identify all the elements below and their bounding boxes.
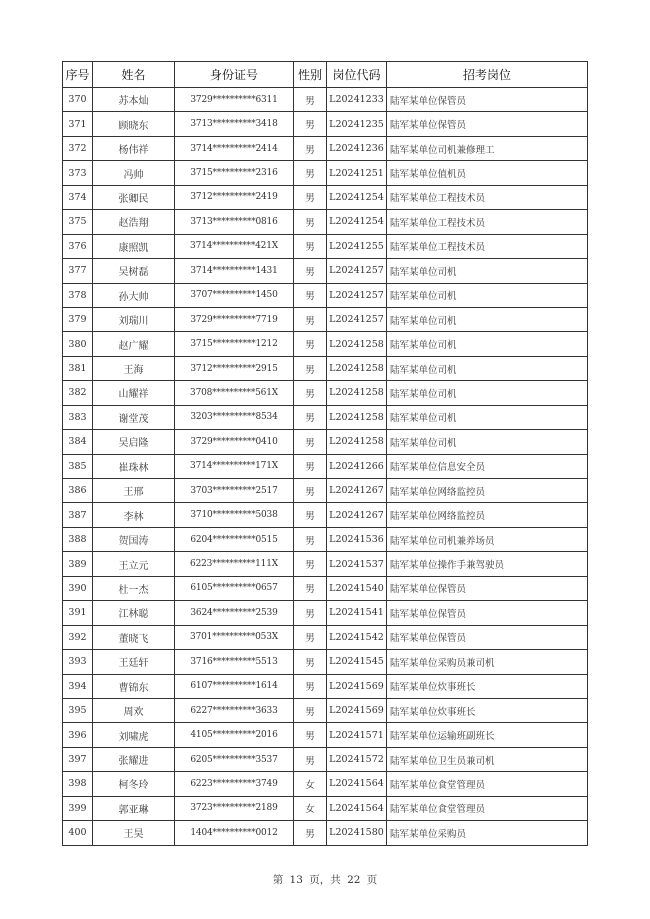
cell-position-code: L20241258 (327, 381, 387, 405)
cell-id-number: 3703**********2517 (175, 479, 294, 503)
cell-gender: 男 (294, 88, 327, 112)
table-row (63, 332, 588, 356)
cell-serial: 382 (63, 381, 93, 405)
cell-serial: 388 (63, 527, 93, 551)
cell-id-number: 3712**********2915 (175, 356, 294, 380)
cell-position-code: L20241257 (327, 259, 387, 283)
cell-position-code: L20241266 (327, 454, 387, 478)
cell-name: 王海 (93, 356, 175, 380)
cell-serial: 378 (63, 283, 93, 307)
cell-position-code: L20241569 (327, 698, 387, 722)
cell-id-number: 3701**********053X (175, 625, 294, 649)
cell-serial: 393 (63, 650, 93, 674)
cell-position: 陆军某单位操作手兼驾驶员 (387, 552, 588, 576)
cell-name: 杜一杰 (93, 576, 175, 600)
cell-name: 贺国涛 (93, 527, 175, 551)
header-name: 姓名 (93, 62, 175, 88)
cell-serial: 387 (63, 503, 93, 527)
cell-id-number: 3708**********561X (175, 381, 294, 405)
cell-name: 李林 (93, 503, 175, 527)
cell-gender: 男 (294, 430, 327, 454)
cell-serial: 391 (63, 601, 93, 625)
cell-id-number: 3714**********421X (175, 234, 294, 258)
cell-id-number: 6223**********111X (175, 552, 294, 576)
cell-id-number: 6223**********3749 (175, 772, 294, 796)
cell-gender: 男 (294, 625, 327, 649)
cell-serial: 384 (63, 430, 93, 454)
cell-position: 陆军某单位司机兼修理工 (387, 136, 588, 160)
cell-id-number: 1404**********0012 (175, 821, 294, 845)
cell-serial: 397 (63, 747, 93, 771)
cell-id-number: 3714**********1431 (175, 259, 294, 283)
cell-serial: 379 (63, 307, 93, 331)
cell-position: 陆军某单位司机 (387, 283, 588, 307)
cell-position: 陆军某单位保管员 (387, 601, 588, 625)
cell-id-number: 3723**********2189 (175, 796, 294, 820)
cell-name: 赵广耀 (93, 332, 175, 356)
cell-gender: 男 (294, 283, 327, 307)
cell-gender: 男 (294, 259, 327, 283)
table-row (63, 747, 588, 771)
cell-gender: 女 (294, 772, 327, 796)
cell-id-number: 3714**********2414 (175, 136, 294, 160)
cell-position-code: L20241571 (327, 723, 387, 747)
cell-serial: 400 (63, 821, 93, 845)
cell-position-code: L20241257 (327, 307, 387, 331)
cell-position: 陆军某单位司机 (387, 332, 588, 356)
cell-position-code: L20241257 (327, 283, 387, 307)
table-row (63, 307, 588, 331)
cell-name: 江林聪 (93, 601, 175, 625)
cell-id-number: 3710**********5038 (175, 503, 294, 527)
cell-gender: 男 (294, 332, 327, 356)
cell-gender: 男 (294, 210, 327, 234)
table-row (63, 259, 588, 283)
header-gender: 性别 (294, 62, 327, 88)
cell-gender: 男 (294, 576, 327, 600)
cell-name: 崔珠林 (93, 454, 175, 478)
cell-name: 孙大帅 (93, 283, 175, 307)
cell-position: 陆军某单位司机 (387, 405, 588, 429)
cell-id-number: 3707**********1450 (175, 283, 294, 307)
cell-gender: 男 (294, 307, 327, 331)
cell-position-code: L20241254 (327, 185, 387, 209)
cell-gender: 男 (294, 136, 327, 160)
table-row (63, 405, 588, 429)
cell-serial: 376 (63, 234, 93, 258)
table-row (63, 356, 588, 380)
cell-id-number: 3729**********0410 (175, 430, 294, 454)
cell-gender: 男 (294, 698, 327, 722)
cell-gender: 男 (294, 234, 327, 258)
cell-position: 陆军某单位司机 (387, 259, 588, 283)
page-number: 第 13 页，共 22 页 (272, 874, 378, 886)
cell-name: 郭亚琳 (93, 796, 175, 820)
cell-position: 陆军某单位网络监控员 (387, 479, 588, 503)
table-row (63, 430, 588, 454)
cell-name: 王昊 (93, 821, 175, 845)
cell-position-code: L20241569 (327, 674, 387, 698)
cell-name: 周欢 (93, 698, 175, 722)
table-header-row (63, 62, 588, 88)
cell-position-code: L20241564 (327, 796, 387, 820)
table-row (63, 674, 588, 698)
cell-position-code: L20241541 (327, 601, 387, 625)
cell-name: 赵浩翔 (93, 210, 175, 234)
cell-position: 陆军某单位司机 (387, 356, 588, 380)
cell-gender: 男 (294, 503, 327, 527)
cell-serial: 383 (63, 405, 93, 429)
cell-serial: 372 (63, 136, 93, 160)
table-row (63, 576, 588, 600)
cell-position: 陆军某单位采购员兼司机 (387, 650, 588, 674)
cell-gender: 男 (294, 747, 327, 771)
cell-id-number: 3714**********171X (175, 454, 294, 478)
cell-position-code: L20241258 (327, 405, 387, 429)
cell-serial: 398 (63, 772, 93, 796)
cell-serial: 392 (63, 625, 93, 649)
table-row (63, 772, 588, 796)
table-row (63, 381, 588, 405)
cell-position: 陆军某单位工程技术员 (387, 185, 588, 209)
cell-position: 陆军某单位网络监控员 (387, 503, 588, 527)
table-row (63, 210, 588, 234)
cell-position-code: L20241233 (327, 88, 387, 112)
cell-serial: 370 (63, 88, 93, 112)
cell-name: 张卿民 (93, 185, 175, 209)
cell-position: 陆军某单位保管员 (387, 112, 588, 136)
cell-serial: 386 (63, 479, 93, 503)
cell-serial: 385 (63, 454, 93, 478)
table-row (63, 796, 588, 820)
cell-id-number: 4105**********2016 (175, 723, 294, 747)
cell-position: 陆军某单位食堂管理员 (387, 796, 588, 820)
cell-position-code: L20241258 (327, 356, 387, 380)
cell-gender: 男 (294, 527, 327, 551)
cell-gender: 男 (294, 112, 327, 136)
cell-position: 陆军某单位信息安全员 (387, 454, 588, 478)
cell-serial: 380 (63, 332, 93, 356)
cell-position-code: L20241267 (327, 503, 387, 527)
cell-gender: 男 (294, 356, 327, 380)
cell-name: 吴启隆 (93, 430, 175, 454)
cell-id-number: 3715**********1212 (175, 332, 294, 356)
cell-name: 柯冬玲 (93, 772, 175, 796)
cell-name: 张耀进 (93, 747, 175, 771)
cell-name: 刘啸虎 (93, 723, 175, 747)
header-position: 招考岗位 (387, 62, 588, 88)
cell-name: 山耀祥 (93, 381, 175, 405)
cell-serial: 395 (63, 698, 93, 722)
cell-position: 陆军某单位卫生员兼司机 (387, 747, 588, 771)
cell-position: 陆军某单位工程技术员 (387, 234, 588, 258)
cell-position: 陆军某单位司机 (387, 430, 588, 454)
cell-position-code: L20241540 (327, 576, 387, 600)
cell-gender: 男 (294, 479, 327, 503)
cell-serial: 390 (63, 576, 93, 600)
cell-gender: 男 (294, 674, 327, 698)
cell-position: 陆军某单位司机 (387, 381, 588, 405)
cell-position-code: L20241572 (327, 747, 387, 771)
cell-name: 王廷轩 (93, 650, 175, 674)
table-row (63, 821, 588, 845)
cell-name: 顾晓东 (93, 112, 175, 136)
cell-position-code: L20241235 (327, 112, 387, 136)
table-row (63, 136, 588, 160)
cell-position-code: L20241545 (327, 650, 387, 674)
cell-position: 陆军某单位食堂管理员 (387, 772, 588, 796)
cell-position: 陆军某单位运输班副班长 (387, 723, 588, 747)
cell-position: 陆军某单位保管员 (387, 625, 588, 649)
cell-position: 陆军某单位司机兼养场员 (387, 527, 588, 551)
table-row (63, 112, 588, 136)
cell-position: 陆军某单位炊事班长 (387, 698, 588, 722)
cell-name: 王邢 (93, 479, 175, 503)
cell-gender: 女 (294, 796, 327, 820)
cell-gender: 男 (294, 601, 327, 625)
cell-serial: 396 (63, 723, 93, 747)
cell-id-number: 6105**********0657 (175, 576, 294, 600)
cell-serial: 381 (63, 356, 93, 380)
cell-name: 冯帅 (93, 161, 175, 185)
cell-name: 刘瑞川 (93, 307, 175, 331)
cell-id-number: 3715**********2316 (175, 161, 294, 185)
cell-name: 董晓飞 (93, 625, 175, 649)
cell-name: 杨伟祥 (93, 136, 175, 160)
cell-gender: 男 (294, 185, 327, 209)
table-row (63, 625, 588, 649)
table-row (63, 503, 588, 527)
cell-position: 陆军某单位值机员 (387, 161, 588, 185)
table-row (63, 527, 588, 551)
cell-gender: 男 (294, 405, 327, 429)
cell-gender: 男 (294, 381, 327, 405)
cell-position-code: L20241267 (327, 479, 387, 503)
cell-gender: 男 (294, 821, 327, 845)
cell-id-number: 6204**********0515 (175, 527, 294, 551)
cell-name: 苏本灿 (93, 88, 175, 112)
cell-gender: 男 (294, 650, 327, 674)
cell-position-code: L20241536 (327, 527, 387, 551)
cell-id-number: 6227**********3633 (175, 698, 294, 722)
cell-position-code: L20241236 (327, 136, 387, 160)
cell-name: 王立元 (93, 552, 175, 576)
cell-position-code: L20241258 (327, 430, 387, 454)
cell-serial: 394 (63, 674, 93, 698)
table-row (63, 552, 588, 576)
cell-gender: 男 (294, 552, 327, 576)
cell-serial: 377 (63, 259, 93, 283)
table-row (63, 698, 588, 722)
cell-id-number: 3713**********0816 (175, 210, 294, 234)
table-row (63, 234, 588, 258)
cell-position: 陆军某单位工程技术员 (387, 210, 588, 234)
cell-position-code: L20241564 (327, 772, 387, 796)
cell-position-code: L20241542 (327, 625, 387, 649)
cell-position-code: L20241251 (327, 161, 387, 185)
table-body (63, 88, 588, 846)
cell-serial: 371 (63, 112, 93, 136)
table-row (63, 479, 588, 503)
header-position-code: 岗位代码 (327, 62, 387, 88)
cell-gender: 男 (294, 454, 327, 478)
cell-position: 陆军某单位保管员 (387, 576, 588, 600)
cell-name: 曹锦东 (93, 674, 175, 698)
cell-id-number: 3729**********6311 (175, 88, 294, 112)
cell-name: 康照凯 (93, 234, 175, 258)
cell-serial: 399 (63, 796, 93, 820)
table-row (63, 88, 588, 112)
cell-name: 吴树磊 (93, 259, 175, 283)
candidate-table (62, 61, 588, 846)
cell-position: 陆军某单位采购员 (387, 821, 588, 845)
cell-id-number: 6205**********3537 (175, 747, 294, 771)
header-serial: 序号 (63, 62, 93, 88)
table-row (63, 601, 588, 625)
cell-position: 陆军某单位炊事班长 (387, 674, 588, 698)
cell-position: 陆军某单位司机 (387, 307, 588, 331)
cell-id-number: 3729**********7719 (175, 307, 294, 331)
table-row (63, 161, 588, 185)
cell-id-number: 3712**********2419 (175, 185, 294, 209)
cell-gender: 男 (294, 723, 327, 747)
cell-serial: 373 (63, 161, 93, 185)
table-row (63, 723, 588, 747)
table-row (63, 454, 588, 478)
cell-serial: 389 (63, 552, 93, 576)
cell-id-number: 3713**********3418 (175, 112, 294, 136)
cell-position-code: L20241255 (327, 234, 387, 258)
cell-name: 谢堂茂 (93, 405, 175, 429)
cell-position-code: L20241258 (327, 332, 387, 356)
cell-position-code: L20241537 (327, 552, 387, 576)
cell-id-number: 6107**********1614 (175, 674, 294, 698)
header-id-number: 身份证号 (175, 62, 294, 88)
table-row (63, 650, 588, 674)
cell-id-number: 3624**********2539 (175, 601, 294, 625)
cell-position-code: L20241580 (327, 821, 387, 845)
table-row (63, 283, 588, 307)
cell-serial: 374 (63, 185, 93, 209)
table-row (63, 185, 588, 209)
cell-id-number: 3203**********8534 (175, 405, 294, 429)
cell-id-number: 3716**********5513 (175, 650, 294, 674)
cell-serial: 375 (63, 210, 93, 234)
cell-position: 陆军某单位保管员 (387, 88, 588, 112)
cell-position-code: L20241254 (327, 210, 387, 234)
cell-gender: 男 (294, 161, 327, 185)
